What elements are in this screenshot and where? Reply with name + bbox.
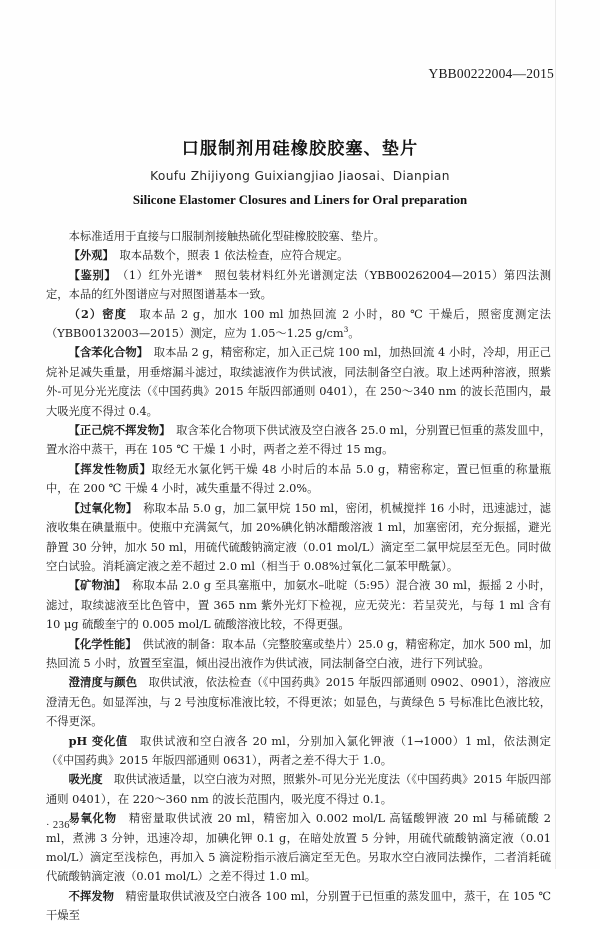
page-title-pinyin: Koufu Zhijiyong Guixiangjiao Jiaosai、Dianpian <box>150 169 450 184</box>
paragraph-absorbance <box>46 770 551 809</box>
standard-code: YBB00222004—2015 <box>428 66 554 81</box>
nonvolatile-text: 精密量取供试液及空白液各 100 ml，分别置于已恒重的蒸发皿中，蒸干，在 105 ℃干燥至 <box>46 889 551 923</box>
identification-label: 【鉴别】 <box>68 267 111 282</box>
density-text-tail: 。 <box>348 327 360 341</box>
document-body <box>46 227 551 926</box>
appearance-label: 【外观】 <box>68 248 109 263</box>
appearance-text: 取本品数个，照表 1 依法检查，应符合规定。 <box>119 249 349 263</box>
identification-item1-text: （1）红外光谱* 照包装材料红外光谱测定法（YBB00262004—2015）第四法测定，本品的红外图谱应与对照图谱基本一致。 <box>46 268 551 302</box>
paragraph-clarity-and-color <box>46 673 551 731</box>
paragraph-oxidizable-substances <box>46 809 551 887</box>
scope-text: 本标准适用于直接与口服制剂接触热硫化型硅橡胶胶塞、垫片。 <box>68 230 385 243</box>
page-number: · 236 · <box>46 820 77 831</box>
title-block <box>0 138 600 208</box>
peroxide-label: 【过氧化物】 <box>68 500 132 515</box>
clarity-label: 澄清度与颜色 <box>68 675 138 690</box>
peroxide-text: 称取本品 5.0 g，加二氯甲烷 150 ml，密闭，机械搅拌 16 小时，迅速滤过，滤液收集在碘量瓶中。使瓶中充满氮气，加 20%碘化钠冰醋酸溶液 1 ml，加塞密闭，充分振摇，避光静置 30 分钟，加水 50 ml，用硫代硫酸钠滴定液（0.01 mol/L）滴定至二氯甲烷层至无色。同时做空白试验。消耗滴定液之差不超过 2.0 ml（相当于 0.08%过氧化二氯苯甲酰氯）。 <box>46 501 551 573</box>
oxidizable-label: 易氧化物 <box>68 811 117 826</box>
chemical-performance-label: 【化学性能】 <box>68 636 132 651</box>
density-text: 取本品 2 g，加水 100 ml 加热回流 2 小时，80 ℃ 干燥后，照密度测定法（YBB00132003—2015）测定，应为 1.05～1.25 g/cm <box>46 307 551 341</box>
scan-edge-line <box>555 0 556 869</box>
volatile-matter-text: 取经无水氯化钙干燥 48 小时后的本品 5.0 g，精密称定，置已恒重的称量瓶中，在 200 ℃ 干燥 4 小时，减失重量不得过 2.0%。 <box>46 462 551 496</box>
paragraph-scope <box>46 227 551 246</box>
density-unit-exponent: 3 <box>343 325 349 335</box>
page-title-english: Silicone Elastomer Closures and Liners for Oral preparation <box>132 193 468 208</box>
paragraph-chemical-performance <box>46 635 551 674</box>
volatile-matter-label: 【挥发性物质】 <box>68 461 152 476</box>
paragraph-peroxide <box>46 499 551 577</box>
benzene-compounds-text: 取本品 2 g，精密称定，加入正己烷 100 ml，加热回流 4 小时，冷却，用正己烷补足减失重量，用垂熔漏斗滤过，取续滤液作为供试液，同法制备空白液。取上述两种溶液，照紫外-可见分光光度法（《中国药典》2015 年版四部通则 0401），在 250～340 nm 的波长范围内，最大吸光度不得过 0.4。 <box>46 346 551 418</box>
paragraph-ph-change <box>46 732 551 771</box>
paragraph-nonvolatile-matter <box>46 887 551 926</box>
absorbance-text: 取供试液适量，以空白液为对照，照紫外-可见分光光度法（《中国药典》2015 年版四部通则 0401），在 220～360 nm 的波长范围内，吸光度不得过 0.1。 <box>46 773 552 806</box>
benzene-compounds-label: 【含苯化合物】 <box>68 345 143 360</box>
absorbance-label: 吸光度 <box>68 772 103 787</box>
hexane-nonvolatile-text: 取含苯化合物项下供试液及空白液各 25.0 ml，分别置已恒重的蒸发皿中，置水浴中蒸干，再在 105 ℃ 干燥 1 小时，两者之差不得过 15 mg。 <box>46 424 551 457</box>
paragraph-mineral-oil <box>46 576 551 634</box>
oxidizable-text: 精密量取供试液 20 ml，精密加入 0.002 mol/L 高锰酸钾液 20 ml 与稀硫酸 2 ml，煮沸 3 分钟，迅速冷却，加碘化钾 0.1 g，在暗处放置 5 分钟，用硫代硫酸钠滴定液（0.01 mol/L）滴定至浅棕色，再加入 5 滴淀粉指示液后滴定至无色。另取水空白液同法操作，二者消耗硫代硫酸钠滴定液（0.01 mol/L）之差不得过 1.0 ml。 <box>46 812 551 884</box>
paragraph-identification-2 <box>46 305 551 344</box>
paragraph-identification-1 <box>46 266 551 305</box>
paragraph-hexane-nonvolatile <box>46 421 551 460</box>
clarity-text: 取供试液，依法检查（《中国药典》2015 年版四部通则 0902、0901），溶液应澄清无色。如显浑浊，与 2 号浊度标准液比较，不得更浓；如显色，与黄绿色 5 号标准比色液比较，不得更深。 <box>46 676 551 729</box>
ph-change-text: 取供试液和空白液各 20 ml，分别加入氯化钾液（1→1000）1 ml，依法测定（《中国药典》2015 年版四部通则 0631），两者之差不得大于 1.0。 <box>46 734 551 767</box>
paragraph-benzene-compounds <box>46 343 551 421</box>
paragraph-appearance <box>46 246 551 265</box>
page-title-chinese: 口服制剂用硅橡胶胶塞、垫片 <box>181 139 419 159</box>
chemical-performance-text: 供试液的制备：取本品（完整胶塞或垫片）25.0 g，精密称定，加水 500 ml，加热回流 5 小时，放置至室温，倾出浸出液作为供试液，同法制备空白液，进行下列试验。 <box>46 637 551 670</box>
paragraph-volatile-matter <box>46 460 551 499</box>
density-label: （2）密度 <box>68 306 127 321</box>
ph-change-label: pH 变化值 <box>68 733 128 748</box>
mineral-oil-text: 称取本品 2.0 g 至具塞瓶中，加氨水–吡啶（5:95）混合液 30 ml，振摇 2 小时，滤过，取续滤液至比色管中，置 365 nm 紫外光灯下检视，应无荧光：若呈荧光，与每 1 ml 含有 10 μg 硫酸奎宁的 0.005 mol/L 硫酸溶液比较，不得更强。 <box>46 579 551 632</box>
mineral-oil-label: 【矿物油】 <box>68 578 121 593</box>
nonvolatile-label: 不挥发物 <box>68 888 115 903</box>
hexane-nonvolatile-label: 【正己烷不挥发物】 <box>68 423 165 438</box>
